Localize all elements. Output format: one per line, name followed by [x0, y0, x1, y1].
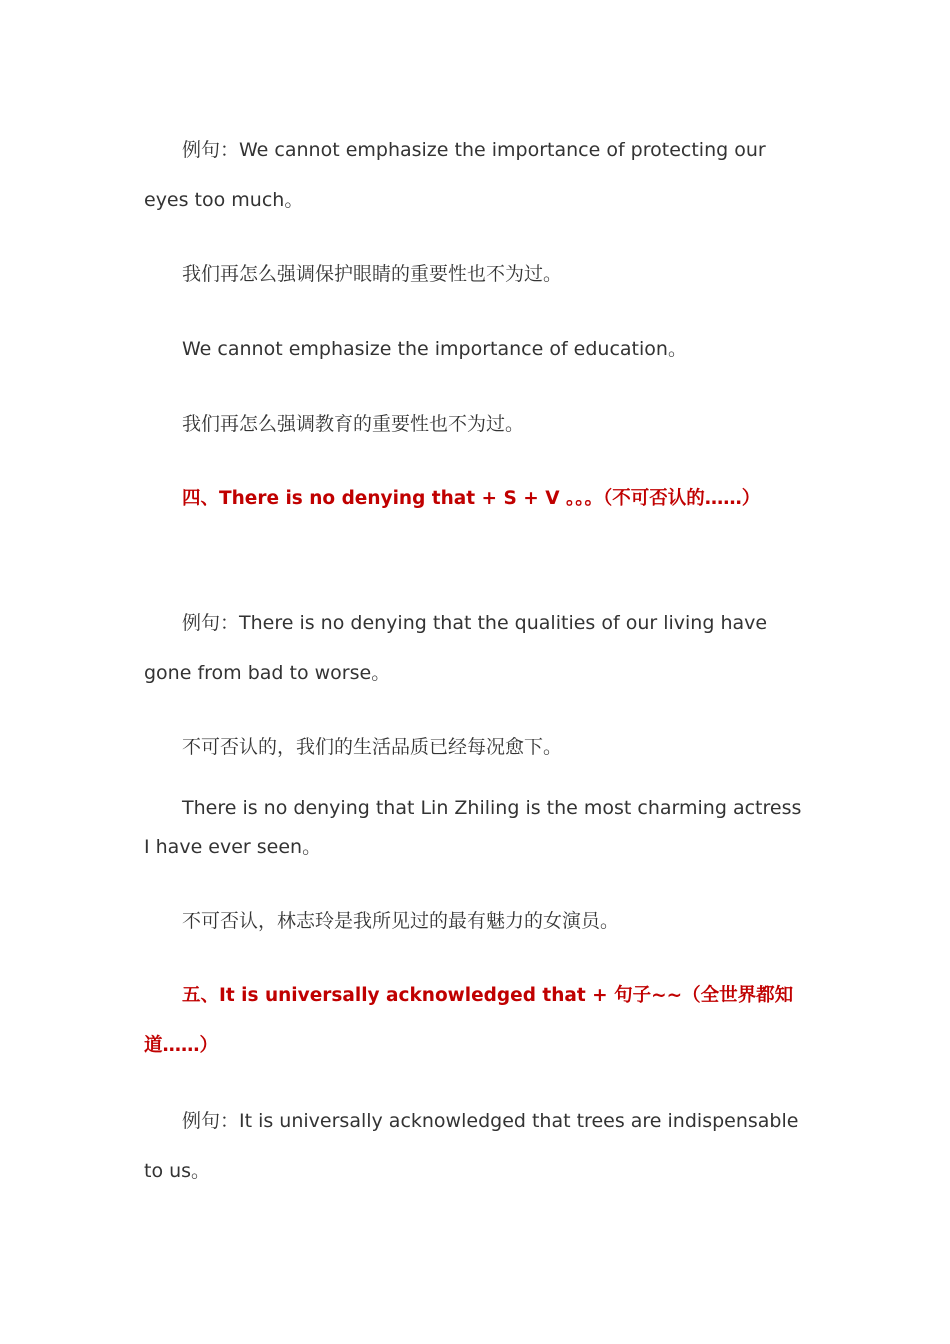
example-sentence-3: 例句：There is no denying that the qualities of our living have gone from bad to worse。: [144, 612, 768, 684]
example-sentence-5: 例句：It is universally acknowledged that trees are indispensable to us。: [144, 1110, 799, 1182]
section-heading-5: 五、It is universally acknowledged that + 句子~~（全世界都知道……）: [144, 985, 794, 1056]
section-heading-4: 四、There is no denying that + S + V 。。。（不可否认的……）: [182, 488, 761, 509]
translation-2: 我们再怎么强调教育的重要性也不为过。: [182, 413, 525, 435]
translation-3: 不可否认的，我们的生活品质已经每况愈下。: [182, 736, 563, 758]
translation-1: 我们再怎么强调保护眼睛的重要性也不为过。: [182, 263, 563, 285]
translation-4: 不可否认，林志玲是我所见过的最有魅力的女演员。: [182, 910, 620, 932]
example-sentence-1: 例句：We cannot emphasize the importance of protecting our eyes too much。: [144, 139, 766, 211]
example-sentence-4: There is no denying that Lin Zhiling is the most charming actress I have ever seen。: [144, 797, 802, 858]
example-sentence-2: We cannot emphasize the importance of education。: [182, 338, 687, 360]
